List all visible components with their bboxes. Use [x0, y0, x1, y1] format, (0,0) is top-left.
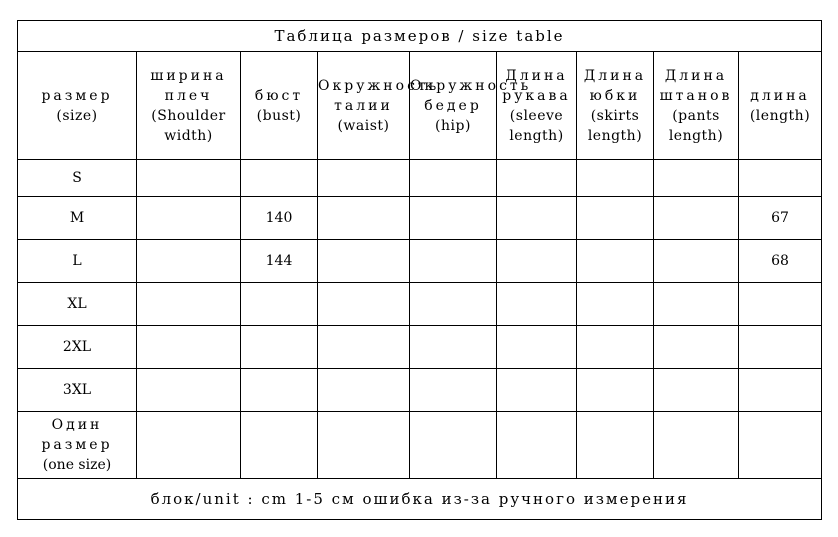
column-header-en: (length)	[749, 107, 811, 124]
table-cell	[410, 197, 497, 240]
table-cell	[241, 412, 318, 479]
column-header-ru: Длина штанов	[659, 67, 733, 104]
size-label-one-size	[18, 412, 137, 479]
table-cell	[137, 369, 241, 412]
table-cell	[137, 412, 241, 479]
table-cell	[318, 160, 410, 197]
table-cell	[410, 160, 497, 197]
column-header-en: (skirts length)	[587, 107, 643, 144]
table-cell	[497, 369, 577, 412]
table-cell	[654, 240, 739, 283]
column-header-ru: Окружность бедер	[410, 77, 532, 114]
size-label: XL	[18, 283, 137, 326]
size-label: 3XL	[18, 369, 137, 412]
size-label: L	[18, 240, 137, 283]
table-row	[18, 197, 822, 240]
column-header-en: (waist)	[337, 117, 390, 134]
column-header-ru: Длина рукава	[502, 67, 571, 104]
column-header	[318, 52, 440, 160]
table-title: Таблица размеров / size table	[18, 21, 822, 52]
column-header-en: (bust)	[256, 107, 302, 124]
column-header	[18, 52, 137, 160]
size-table	[17, 20, 822, 520]
table-row	[18, 160, 822, 197]
table-cell	[318, 283, 410, 326]
column-header-en: (sleeve length)	[509, 107, 564, 144]
table-cell	[654, 369, 739, 412]
column-header-ru: размер	[41, 87, 113, 104]
table-cell: 67	[739, 197, 822, 240]
table-footer-note: блок/unit : cm 1-5 см ошибка из-за ручного измерения	[18, 479, 822, 520]
table-cell	[577, 412, 654, 479]
table-cell	[739, 412, 822, 479]
column-header-en: (size)	[56, 107, 98, 124]
one-size-ru: Один размер	[41, 417, 113, 453]
table-cell	[654, 326, 739, 369]
table-cell	[577, 160, 654, 197]
table-cell	[577, 326, 654, 369]
table-cell	[241, 326, 318, 369]
table-cell: 140	[241, 197, 318, 240]
column-header-en: (hip)	[435, 117, 471, 134]
table-cell: 68	[739, 240, 822, 283]
table-cell	[318, 369, 410, 412]
table-cell	[137, 197, 241, 240]
table-cell	[241, 369, 318, 412]
table-cell	[739, 160, 822, 197]
size-label: M	[18, 197, 137, 240]
table-cell	[410, 240, 497, 283]
column-header	[410, 52, 532, 160]
table-cell	[410, 283, 497, 326]
column-header	[137, 52, 241, 160]
table-cell	[137, 160, 241, 197]
table-row	[18, 240, 822, 283]
table-cell	[497, 240, 577, 283]
column-header-en: (pants length)	[668, 107, 724, 144]
header-row	[18, 52, 822, 160]
table-cell	[577, 369, 654, 412]
table-cell	[497, 197, 577, 240]
table-cell	[497, 283, 577, 326]
table-cell	[318, 240, 410, 283]
table-cell	[137, 283, 241, 326]
table-cell	[577, 197, 654, 240]
table-row	[18, 326, 822, 369]
column-header	[654, 52, 739, 160]
column-header	[577, 52, 654, 160]
table-cell	[497, 326, 577, 369]
one-size-en: (one size)	[42, 457, 112, 473]
table-cell	[739, 283, 822, 326]
table-cell	[577, 240, 654, 283]
table-cell	[739, 326, 822, 369]
table-cell	[241, 283, 318, 326]
table-row	[18, 369, 822, 412]
table-cell	[654, 197, 739, 240]
table-cell	[497, 160, 577, 197]
table-cell	[318, 326, 410, 369]
table-cell	[654, 160, 739, 197]
column-header-ru: ширина плеч	[150, 67, 227, 104]
table-cell	[410, 412, 497, 479]
table-cell	[318, 412, 410, 479]
column-header	[497, 52, 577, 160]
column-header-ru: длина	[750, 87, 810, 104]
size-label: 2XL	[18, 326, 137, 369]
column-header-ru: бюст	[254, 87, 304, 104]
table-cell	[318, 197, 410, 240]
table-cell	[241, 160, 318, 197]
table-cell	[739, 369, 822, 412]
column-header	[241, 52, 318, 160]
column-header-ru: Окружность талии	[318, 77, 440, 114]
table-cell	[497, 412, 577, 479]
table-cell	[654, 412, 739, 479]
size-label: S	[18, 160, 137, 197]
table-cell	[137, 326, 241, 369]
table-cell	[654, 283, 739, 326]
column-header-en: (Shoulder width)	[151, 107, 226, 144]
table-cell	[137, 240, 241, 283]
column-header-ru: Длина юбки	[583, 67, 647, 104]
table-row	[18, 283, 822, 326]
table-cell	[577, 283, 654, 326]
table-cell	[410, 326, 497, 369]
column-header	[739, 52, 822, 160]
table-cell: 144	[241, 240, 318, 283]
table-row-one-size	[18, 412, 822, 479]
table-cell	[410, 369, 497, 412]
